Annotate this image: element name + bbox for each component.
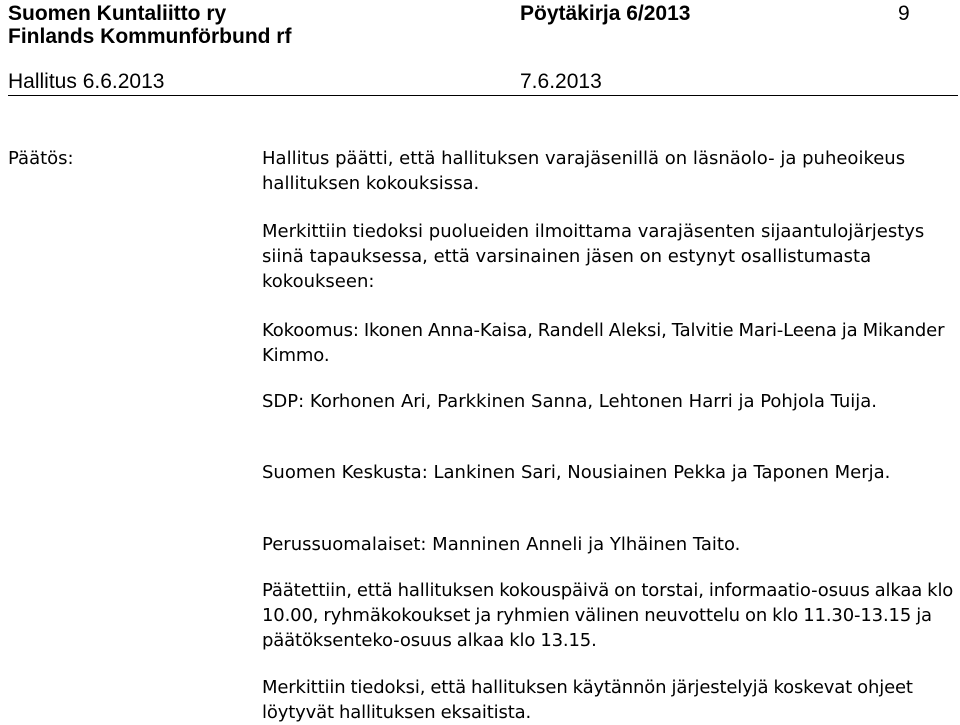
decision-paragraph: Hallitus päätti, että hallituksen varajäsenillä on läsnäolo- ja puheoikeus hallituksen kokouksissa. xyxy=(262,148,906,194)
meeting-second-date: 7.6.2013 xyxy=(520,70,602,93)
header-divider xyxy=(8,95,958,96)
organization-name-swedish: Finlands Kommunförbund rf xyxy=(8,25,292,48)
decision-label: Päätös: xyxy=(8,148,74,169)
decision-paragraph: Suomen Keskusta: Lankinen Sari, Nousiainen Pekka ja Taponen Merja. xyxy=(262,462,891,483)
decision-paragraph: Kokoomus: Ikonen Anna-Kaisa, Randell Aleksi, Talvitie Mari-Leena ja Mikander Kimmo. xyxy=(262,320,945,366)
organization-name-finnish: Suomen Kuntaliitto ry xyxy=(8,2,227,25)
decision-paragraph: SDP: Korhonen Ari, Parkkinen Sanna, Lehtonen Harri ja Pohjola Tuija. xyxy=(262,391,878,412)
decision-paragraph: Merkittiin tiedoksi, että hallituksen käytännön järjestelyjä koskevat ohjeet löytyvät hallituksen eksaitista. xyxy=(262,677,913,723)
decision-paragraph: Päätettiin, että hallituksen kokouspäivä on torstai, informaatio-osuus alkaa klo 10.00, ryhmäkokoukset ja ryhmien välinen neuvottelu on klo 11.30-13.15 ja päätöksenteko-osuus alkaa klo 13.15. xyxy=(262,580,954,651)
document-title: Pöytäkirja 6/2013 xyxy=(520,2,691,25)
meeting-body-date: Hallitus 6.6.2013 xyxy=(8,70,165,93)
page-number: 9 xyxy=(898,2,910,25)
decision-paragraph: Perussuomalaiset: Manninen Anneli ja Ylhäinen Taito. xyxy=(262,534,741,555)
decision-paragraph: Merkittiin tiedoksi puolueiden ilmoittama varajäsenten sijaantulojärjestys siinä tapauksessa, että varsinainen jäsen on estynyt osallistumasta kokoukseen: xyxy=(262,221,925,292)
